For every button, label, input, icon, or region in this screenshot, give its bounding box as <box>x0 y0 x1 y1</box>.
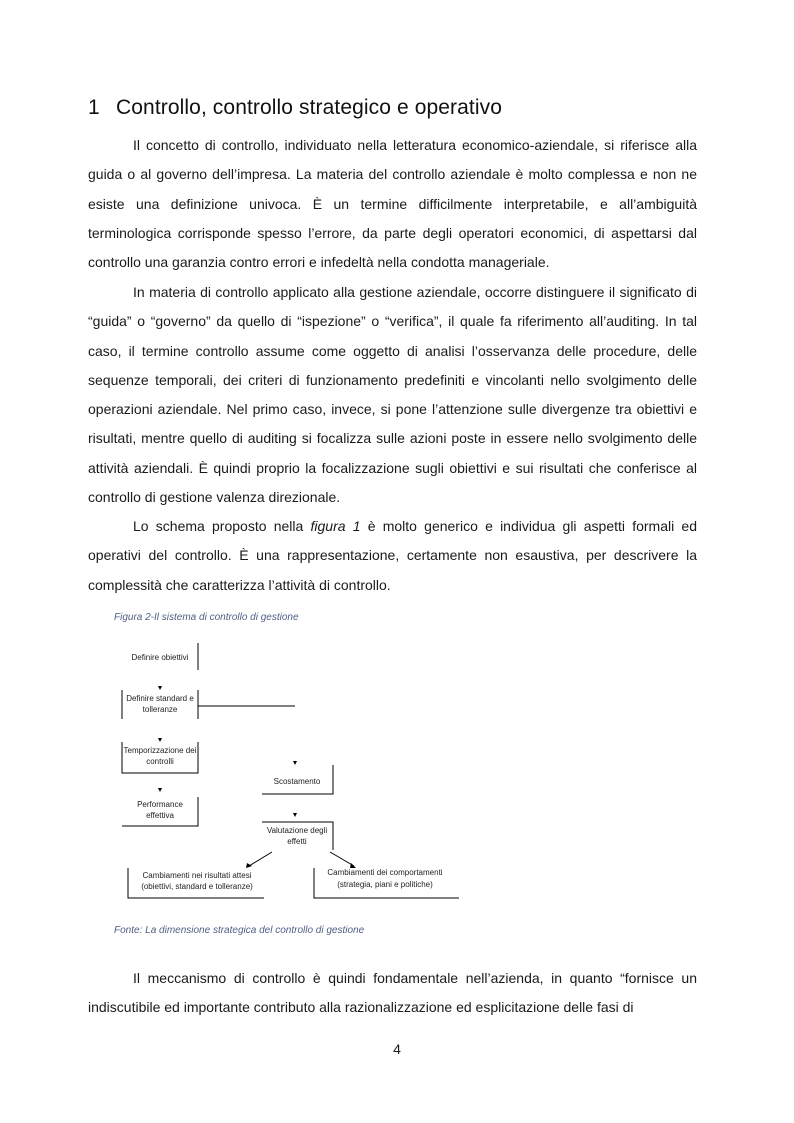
paragraph-3 <box>88 512 697 600</box>
box-cambiamenti-risultati-label-2: (obiettivi, standard e tolleranze) <box>141 882 253 891</box>
italic-reference: figura 1 <box>310 518 361 534</box>
arrow-head-5 <box>293 813 297 817</box>
box-standard-label-2: tolleranze <box>142 705 178 714</box>
section-number: 1 <box>88 96 100 119</box>
arrow-head-left <box>246 863 252 868</box>
arrow-head-3 <box>158 788 162 792</box>
text-run: è molto generico e individua gli aspetti formali ed operativi del controllo. È una rappresentazione, certamente non esaustiva, per descrivere la complessità che caratterizza l’attività di controllo. <box>88 518 697 593</box>
box-temporizzazione-border <box>122 742 198 773</box>
text-run: In materia di controllo applicato alla gestione aziendale, occorre distinguere il significato di “guida” o “governo” da quello di “ispezione” o “verifica”, il quale fa riferimento all’auditing. In tal caso, il termine controllo assume come oggetto di analisi l’osservanza delle procedure, delle sequenze temporali, dei criteri di funzionamento predefiniti e vincolanti nello svolgimento delle operazioni aziendale. Nel primo caso, invece, si pone l’attenzione sulle divergenze tra obiettivi e risultati, mentre quello di auditing si focalizza sulle azioni poste in essere nello svolgimento delle attività aziendali. È quindi proprio la focalizzazione sugli obiettivi e sui risultati che conferisce al controllo di gestione valenza direzionale. <box>88 284 697 506</box>
box-cambiamenti-comportamenti-border <box>314 868 459 898</box>
arrow-head-1 <box>158 686 162 690</box>
arrow-head-right <box>350 863 356 868</box>
box-standard-border <box>122 690 295 719</box>
box-valutazione-label-1: Valutazione degli <box>266 826 328 835</box>
box-obiettivi-label: Definire obiettivi <box>131 653 189 662</box>
box-cambiamenti-comportamenti-label-1: Cambiamenti dei comportamenti <box>327 868 443 877</box>
box-valutazione-border <box>262 822 333 850</box>
box-temporizzazione-label-2: controlli <box>146 757 174 766</box>
box-valutazione-label-2: effetti <box>287 837 307 846</box>
page-number: 4 <box>393 1041 401 1057</box>
arrow-head-4 <box>293 761 297 765</box>
arrow-head-2 <box>158 738 162 742</box>
box-cambiamenti-risultati-label-1: Cambiamenti nei risultati attesi <box>142 871 252 880</box>
box-scostamento-label: Scostamento <box>273 777 321 786</box>
box-temporizzazione-label-1: Temporizzazione dei <box>123 746 197 755</box>
figure-source: Fonte: La dimensione strategica del controllo di gestione <box>114 925 365 936</box>
text-run: Il meccanismo di controllo è quindi fondamentale nell’azienda, in quanto “fornisce un indiscutibile ed importante contributo alla razionalizzazione ed esplicitazione delle fasi di <box>88 970 697 1016</box>
text-run: Lo schema proposto nella <box>133 518 311 534</box>
box-cambiamenti-risultati-border <box>128 868 264 898</box>
text-run: Il concetto di controllo, individuato nella letteratura economico-aziendale, si riferisce alla guida o al governo dell’impresa. La materia del controllo aziendale è molto complessa e non ne esiste una definizione univoca. È un termine difficilmente interpretabile, e all’ambiguità terminologica corrisponde spesso l’errore, da parte degli operatori economici, di aspettarsi dal controllo una garanzia contro errori e infedeltà nella condotta manageriale. <box>88 137 697 271</box>
box-performance-border <box>122 797 198 826</box>
box-standard-label-1: Definire standard e <box>126 694 194 703</box>
paragraph-1 <box>88 131 697 277</box>
box-performance-label-2: effettiva <box>146 811 174 820</box>
paragraph-2 <box>88 278 697 512</box>
paragraph-4 <box>88 964 697 1023</box>
arrow-line-right <box>330 852 354 866</box>
box-performance-label-1: Performance <box>137 800 183 809</box>
arrow-line-left <box>249 852 272 866</box>
section-title: Controllo, controllo strategico e operativo <box>116 96 503 119</box>
section-heading <box>88 96 502 120</box>
box-cambiamenti-comportamenti-label-2: (strategia, piani e politiche) <box>337 880 433 889</box>
box-scostamento-border <box>262 765 333 794</box>
figure-caption: Figura 2-Il sistema di controllo di gestione <box>114 612 299 623</box>
